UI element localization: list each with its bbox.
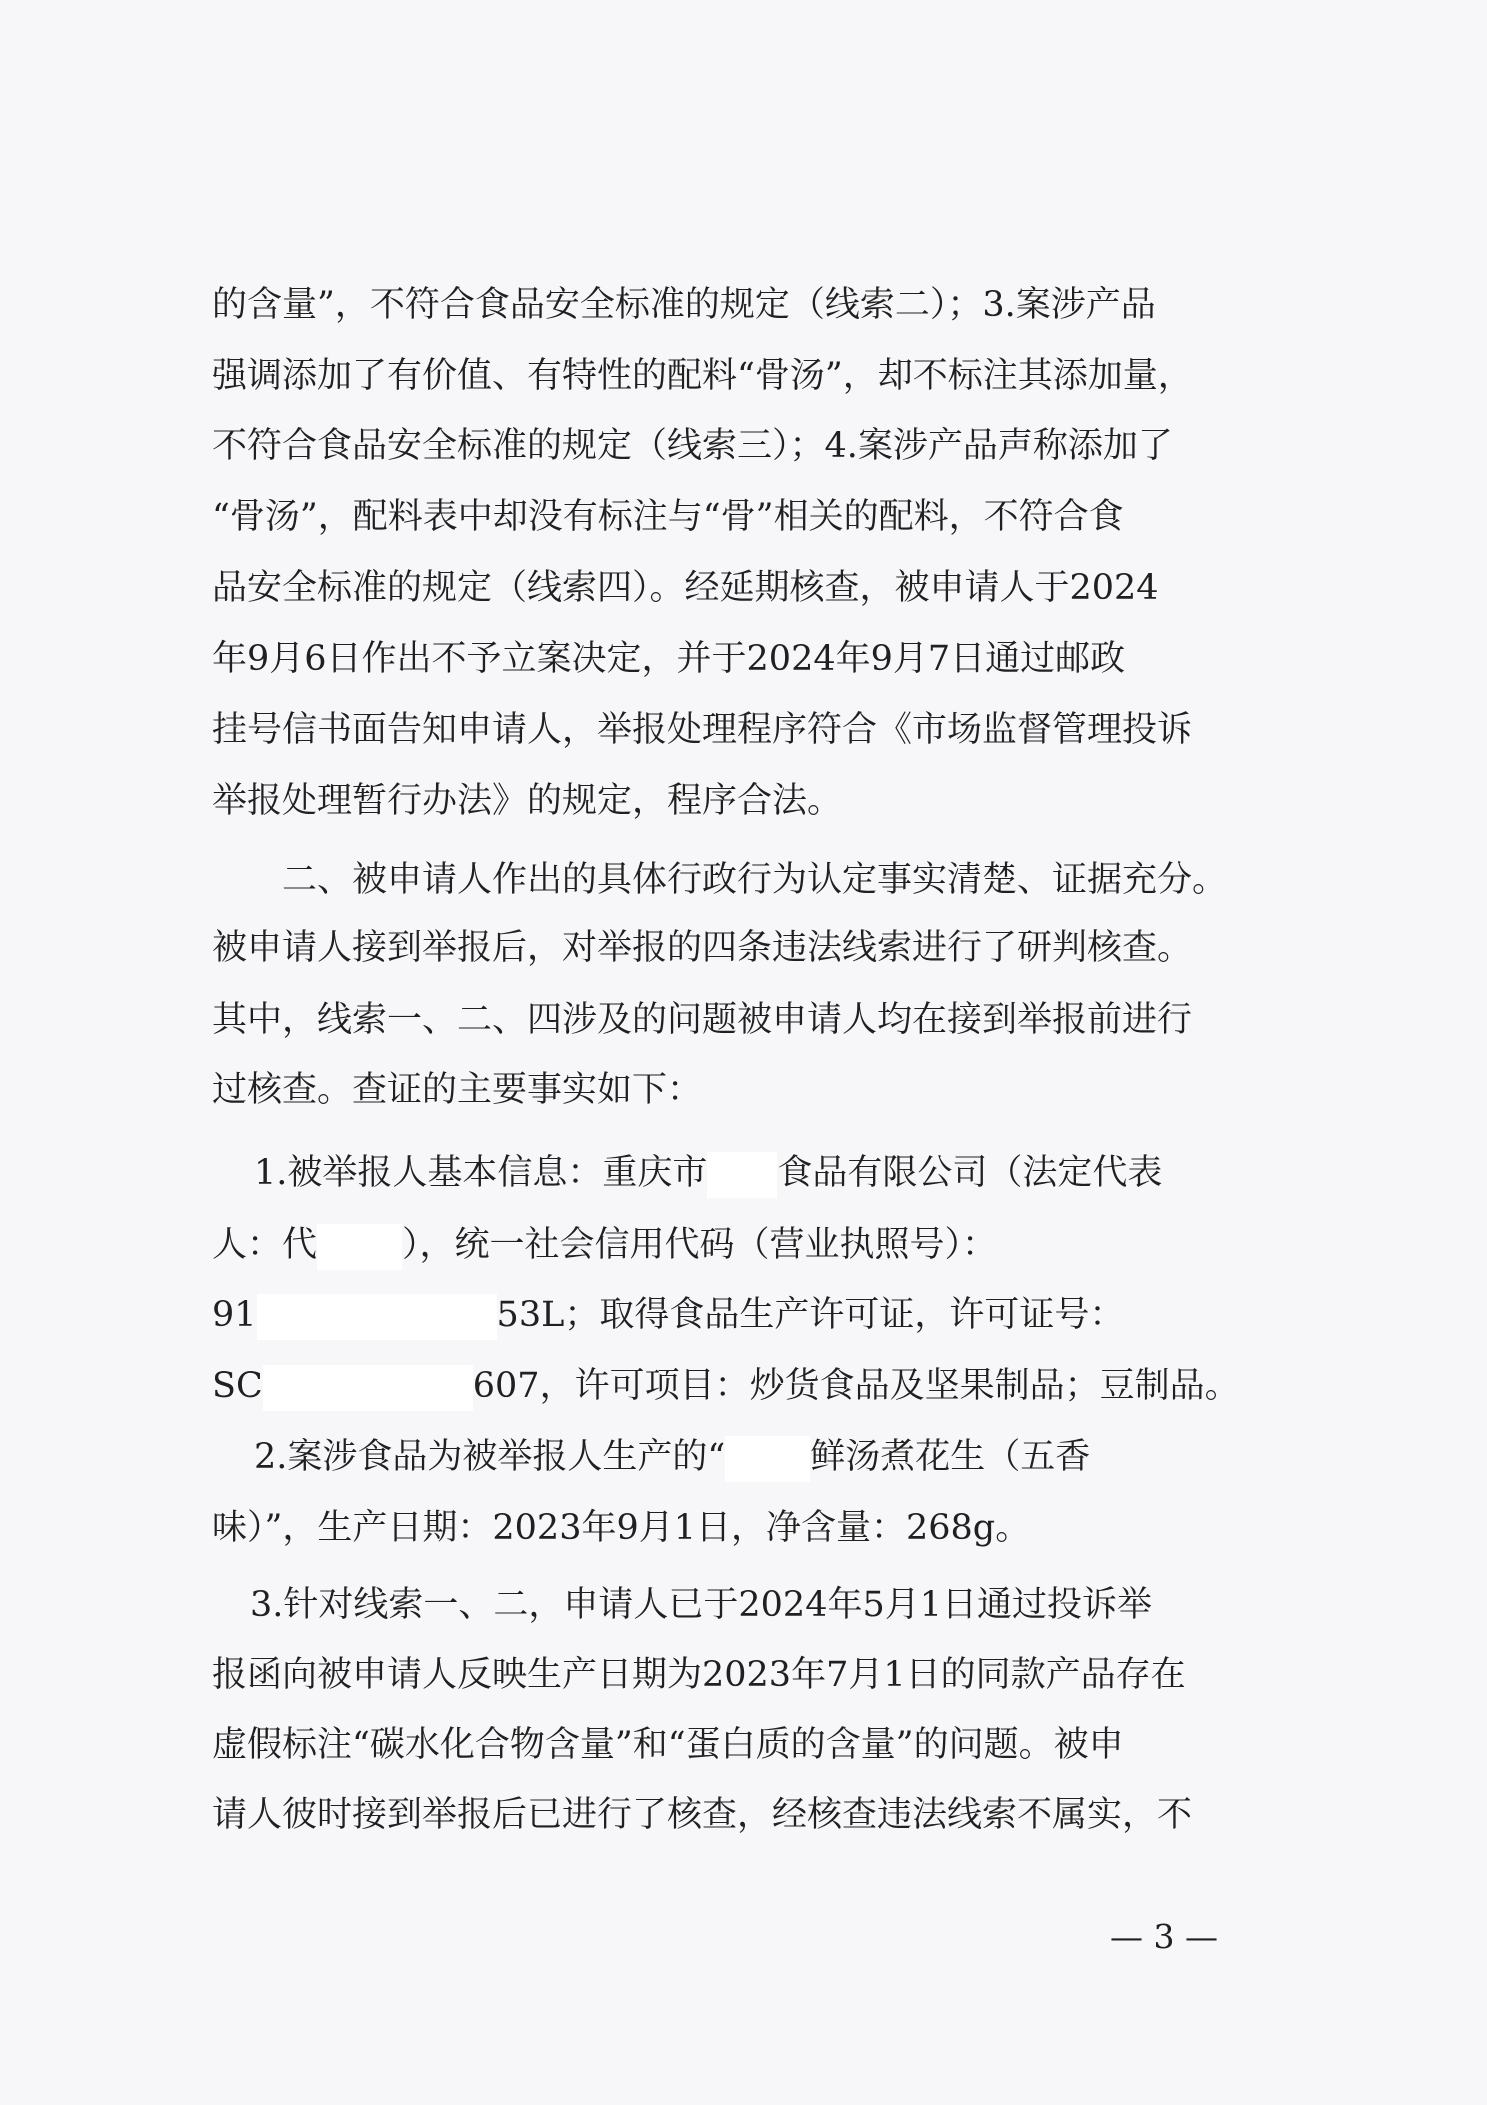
text-line: 挂号信书面告知申请人，举报处理程序符合《市场监督管理投诉 (212, 710, 1193, 750)
info-text: ），统一社会信用代码（营业执照号）： (402, 1225, 998, 1265)
info-line-4 (212, 1356, 1240, 1416)
info-text: 食品有限公司（法定代表 (777, 1153, 1163, 1193)
page-number: — 3 — (1110, 1917, 1218, 1956)
info-text: 鲜汤煮花生（五香 (810, 1437, 1091, 1477)
section-heading: 二、被申请人作出的具体行政行为认定事实清楚、证据充分。 (282, 860, 1228, 900)
text-line: 强调添加了有价值、有特性的配料“骨汤”，却不标注其添加量， (212, 356, 1193, 396)
info-text: 人：代 (212, 1225, 318, 1265)
text-line: 报函向被申请人反映生产日期为2023年7月1日的同款产品存在 (212, 1655, 1186, 1695)
info-text: 2.案涉食品为被举报人生产的“ (254, 1437, 726, 1477)
redaction-box (263, 1365, 473, 1411)
info-text: SC (212, 1366, 263, 1406)
text-line: 过核查。查证的主要事实如下： (212, 1070, 703, 1110)
info-line-6: 味）”，生产日期：2023年9月1日，净含量：268g。 (212, 1508, 1031, 1548)
info-line-3 (212, 1285, 1124, 1345)
info-text: 607，许可项目：炒货食品及坚果制品；豆制品。 (472, 1366, 1240, 1406)
text-line: 被申请人接到举报后，对举报的四条违法线索进行了研判核查。 (212, 928, 1193, 968)
info-line-2 (212, 1215, 997, 1275)
info-text: 1.被举报人基本信息：重庆市 (254, 1153, 708, 1193)
text-line: 虚假标注“碳水化合物含量”和“蛋白质的含量”的问题。被申 (212, 1725, 1124, 1765)
text-line: 请人彼时接到举报后已进行了核查，经核查违法线索不属实，不 (212, 1795, 1193, 1835)
redaction-box (725, 1436, 810, 1482)
text-line: 3.针对线索一、二，申请人已于2024年5月1日通过投诉举 (250, 1585, 1153, 1625)
info-line-5 (254, 1427, 1090, 1487)
text-line: 不符合食品安全标准的规定（线索三）；4.案涉产品声称添加了 (212, 426, 1173, 466)
text-line: “骨汤”，配料表中却没有标注与“骨”相关的配料，不符合食 (212, 497, 1124, 537)
text-line: 年9月6日作出不予立案决定，并于2024年9月7日通过邮政 (212, 639, 1126, 679)
text-line: 举报处理暂行办法》的规定，程序合法。 (212, 781, 843, 821)
redaction-box (707, 1152, 777, 1198)
text-line: 的含量”，不符合食品安全标准的规定（线索二）；3.案涉产品 (212, 285, 1156, 325)
info-text: 53L；取得食品生产许可证，许可证号： (496, 1295, 1125, 1335)
info-text: 91 (212, 1295, 257, 1335)
text-line: 其中，线索一、二、四涉及的问题被申请人均在接到举报前进行 (212, 1000, 1193, 1040)
redaction-box (317, 1224, 402, 1270)
text-line: 品安全标准的规定（线索四）。经延期核查，被申请人于2024 (212, 568, 1159, 608)
info-line-1 (254, 1143, 1162, 1203)
redaction-box (257, 1294, 497, 1340)
